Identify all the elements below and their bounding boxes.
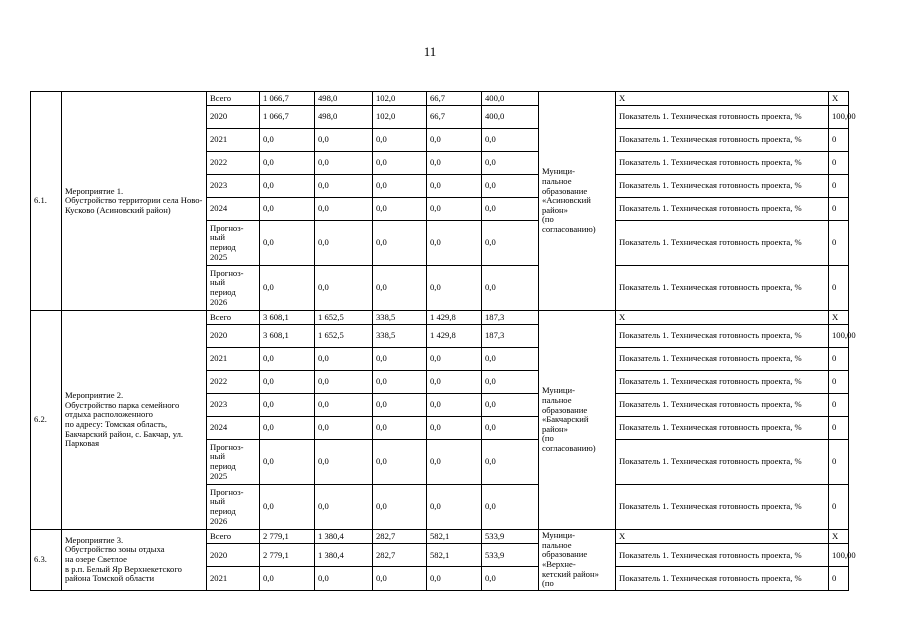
funding-value-2: 0,0 xyxy=(315,152,373,175)
target-value-cell: 0 xyxy=(829,198,849,221)
funding-value-1: 1 066,7 xyxy=(260,106,315,129)
responsible-executor: Муници- пальное образование «Верхне- кетский район» (по xyxy=(539,530,616,591)
indicator-cell: Показатель 1. Техническая готовность проекта, % xyxy=(616,325,829,348)
indicator-cell: Показатель 1. Техническая готовность проекта, % xyxy=(616,544,829,567)
funding-value-2: 0,0 xyxy=(315,129,373,152)
funding-value-2: 498,0 xyxy=(315,106,373,129)
period-cell: 2023 xyxy=(207,394,260,417)
indicator-cell: Показатель 1. Техническая готовность проекта, % xyxy=(616,221,829,266)
funding-value-1: 0,0 xyxy=(260,129,315,152)
funding-value-5: 0,0 xyxy=(482,440,539,485)
target-value-cell: 100,00 xyxy=(829,106,849,129)
funding-value-1: 1 066,7 xyxy=(260,92,315,106)
funding-value-2: 0,0 xyxy=(315,198,373,221)
funding-value-1: 0,0 xyxy=(260,567,315,590)
funding-value-5: 0,0 xyxy=(482,371,539,394)
funding-value-2: 0,0 xyxy=(315,175,373,198)
funding-value-4: 0,0 xyxy=(427,394,482,417)
indicator-cell: Показатель 1. Техническая готовность проекта, % xyxy=(616,198,829,221)
funding-value-2: 0,0 xyxy=(315,394,373,417)
funding-value-3: 0,0 xyxy=(373,567,427,590)
indicator-cell: Показатель 1. Техническая готовность проекта, % xyxy=(616,371,829,394)
period-cell: Прогноз- ный период 2026 xyxy=(207,485,260,530)
funding-value-2: 0,0 xyxy=(315,348,373,371)
funding-value-3: 0,0 xyxy=(373,266,427,311)
funding-value-3: 0,0 xyxy=(373,417,427,440)
funding-value-5: 0,0 xyxy=(482,485,539,530)
funding-value-3: 0,0 xyxy=(373,348,427,371)
indicator-cell: Показатель 1. Техническая готовность проекта, % xyxy=(616,485,829,530)
period-cell: Прогноз- ный период 2025 xyxy=(207,221,260,266)
activity-description: Мероприятие 2. Обустройство парка семейного отдыха расположенного по адресу: Томская область, Бакчарский район, с. Бакчар, ул. Парковая xyxy=(62,311,207,530)
funding-value-4: 0,0 xyxy=(427,152,482,175)
funding-value-4: 0,0 xyxy=(427,567,482,590)
indicator-cell: Показатель 1. Техническая готовность проекта, % xyxy=(616,440,829,485)
funding-value-2: 498,0 xyxy=(315,92,373,106)
page-number: 11 xyxy=(423,44,437,59)
funding-value-1: 0,0 xyxy=(260,348,315,371)
funding-value-1: 0,0 xyxy=(260,371,315,394)
funding-value-3: 0,0 xyxy=(373,221,427,266)
funding-value-5: 187,3 xyxy=(482,311,539,325)
target-value-cell: 0 xyxy=(829,129,849,152)
funding-value-1: 3 608,1 xyxy=(260,325,315,348)
target-value-cell: 100,00 xyxy=(829,544,849,567)
table-row xyxy=(31,311,849,325)
indicator-cell: Х xyxy=(616,92,829,106)
funding-value-3: 282,7 xyxy=(373,544,427,567)
indicator-cell: Показатель 1. Техническая готовность проекта, % xyxy=(616,152,829,175)
indicator-cell: Показатель 1. Техническая готовность проекта, % xyxy=(616,417,829,440)
funding-value-5: 533,9 xyxy=(482,530,539,544)
funding-value-5: 0,0 xyxy=(482,198,539,221)
funding-value-4: 582,1 xyxy=(427,544,482,567)
funding-value-4: 0,0 xyxy=(427,198,482,221)
indicator-cell: Показатель 1. Техническая готовность проекта, % xyxy=(616,175,829,198)
funding-value-3: 338,5 xyxy=(373,325,427,348)
target-value-cell: 100,00 xyxy=(829,325,849,348)
funding-value-5: 187,3 xyxy=(482,325,539,348)
activity-number: 6.1. xyxy=(31,92,62,311)
period-cell: 2024 xyxy=(207,417,260,440)
indicator-cell: Показатель 1. Техническая готовность проекта, % xyxy=(616,106,829,129)
funding-value-1: 2 779,1 xyxy=(260,530,315,544)
indicator-cell: Х xyxy=(616,311,829,325)
funding-value-3: 0,0 xyxy=(373,129,427,152)
indicator-cell: Показатель 1. Техническая готовность проекта, % xyxy=(616,266,829,311)
target-value-cell: 0 xyxy=(829,152,849,175)
indicator-cell: Показатель 1. Техническая готовность проекта, % xyxy=(616,567,829,590)
funding-value-2: 0,0 xyxy=(315,567,373,590)
funding-value-3: 0,0 xyxy=(373,198,427,221)
period-cell: 2021 xyxy=(207,348,260,371)
funding-value-4: 0,0 xyxy=(427,348,482,371)
target-value-cell: Х xyxy=(829,92,849,106)
funding-value-5: 400,0 xyxy=(482,92,539,106)
funding-value-1: 0,0 xyxy=(260,266,315,311)
funding-value-1: 0,0 xyxy=(260,485,315,530)
funding-value-4: 0,0 xyxy=(427,221,482,266)
funding-value-3: 0,0 xyxy=(373,485,427,530)
funding-value-2: 1 652,5 xyxy=(315,325,373,348)
target-value-cell: 0 xyxy=(829,417,849,440)
target-value-cell: 0 xyxy=(829,485,849,530)
funding-value-1: 3 608,1 xyxy=(260,311,315,325)
period-cell: 2022 xyxy=(207,152,260,175)
funding-value-3: 338,5 xyxy=(373,311,427,325)
activity-number: 6.3. xyxy=(31,530,62,591)
responsible-executor: Муници- пальное образование «Бакчарский район» (по согласованию) xyxy=(539,311,616,530)
funding-value-1: 0,0 xyxy=(260,221,315,266)
activity-description: Мероприятие 3. Обустройство зоны отдыха на озере Светлое в р.п. Белый Яр Верхнекетского района Томской области xyxy=(62,530,207,591)
funding-value-5: 533,9 xyxy=(482,544,539,567)
funding-value-3: 0,0 xyxy=(373,440,427,485)
funding-value-1: 2 779,1 xyxy=(260,544,315,567)
funding-value-4: 0,0 xyxy=(427,440,482,485)
responsible-executor: Муници- пальное образование «Асиновский район» (по согласованию) xyxy=(539,92,616,311)
period-cell: Прогноз- ный период 2026 xyxy=(207,266,260,311)
funding-value-4: 1 429,8 xyxy=(427,311,482,325)
funding-value-4: 582,1 xyxy=(427,530,482,544)
funding-value-5: 0,0 xyxy=(482,567,539,590)
funding-value-3: 0,0 xyxy=(373,175,427,198)
target-value-cell: 0 xyxy=(829,266,849,311)
funding-value-2: 1 380,4 xyxy=(315,530,373,544)
funding-value-4: 0,0 xyxy=(427,417,482,440)
funding-value-3: 0,0 xyxy=(373,371,427,394)
target-value-cell: 0 xyxy=(829,440,849,485)
period-cell: Всего xyxy=(207,311,260,325)
funding-value-4: 66,7 xyxy=(427,92,482,106)
funding-value-4: 0,0 xyxy=(427,371,482,394)
target-value-cell: 0 xyxy=(829,394,849,417)
funding-value-4: 0,0 xyxy=(427,129,482,152)
indicator-cell: Х xyxy=(616,530,829,544)
funding-value-2: 0,0 xyxy=(315,371,373,394)
target-value-cell: 0 xyxy=(829,348,849,371)
funding-value-5: 0,0 xyxy=(482,417,539,440)
table-row xyxy=(31,530,849,544)
funding-value-2: 1 380,4 xyxy=(315,544,373,567)
funding-value-2: 0,0 xyxy=(315,266,373,311)
funding-value-4: 0,0 xyxy=(427,485,482,530)
period-cell: 2022 xyxy=(207,371,260,394)
program-activities-table xyxy=(30,91,856,591)
period-cell: Всего xyxy=(207,530,260,544)
funding-value-5: 0,0 xyxy=(482,394,539,417)
funding-value-3: 102,0 xyxy=(373,92,427,106)
target-value-cell: Х xyxy=(829,530,849,544)
target-value-cell: 0 xyxy=(829,221,849,266)
period-cell: 2023 xyxy=(207,175,260,198)
funding-value-4: 0,0 xyxy=(427,266,482,311)
indicator-cell: Показатель 1. Техническая готовность проекта, % xyxy=(616,394,829,417)
funding-value-3: 0,0 xyxy=(373,152,427,175)
period-cell: Прогноз- ный период 2025 xyxy=(207,440,260,485)
funding-value-5: 0,0 xyxy=(482,152,539,175)
indicator-cell: Показатель 1. Техническая готовность проекта, % xyxy=(616,129,829,152)
funding-value-2: 0,0 xyxy=(315,221,373,266)
period-cell: 2020 xyxy=(207,325,260,348)
target-value-cell: Х xyxy=(829,311,849,325)
funding-value-1: 0,0 xyxy=(260,198,315,221)
period-cell: 2021 xyxy=(207,129,260,152)
funding-value-3: 102,0 xyxy=(373,106,427,129)
funding-value-5: 0,0 xyxy=(482,129,539,152)
funding-value-5: 0,0 xyxy=(482,175,539,198)
funding-value-5: 0,0 xyxy=(482,266,539,311)
period-cell: 2024 xyxy=(207,198,260,221)
funding-value-4: 66,7 xyxy=(427,106,482,129)
table-row xyxy=(31,92,849,106)
funding-value-1: 0,0 xyxy=(260,417,315,440)
funding-value-5: 400,0 xyxy=(482,106,539,129)
funding-value-3: 282,7 xyxy=(373,530,427,544)
activity-number: 6.2. xyxy=(31,311,62,530)
funding-value-4: 0,0 xyxy=(427,175,482,198)
period-cell: 2020 xyxy=(207,544,260,567)
period-cell: 2020 xyxy=(207,106,260,129)
activity-description: Мероприятие 1. Обустройство территории села Ново-Кусково (Асиновский район) xyxy=(62,92,207,311)
funding-value-2: 0,0 xyxy=(315,417,373,440)
target-value-cell: 0 xyxy=(829,175,849,198)
funding-value-1: 0,0 xyxy=(260,440,315,485)
funding-value-2: 0,0 xyxy=(315,440,373,485)
funding-value-5: 0,0 xyxy=(482,348,539,371)
target-value-cell: 0 xyxy=(829,567,849,590)
funding-value-2: 0,0 xyxy=(315,485,373,530)
funding-value-2: 1 652,5 xyxy=(315,311,373,325)
target-value-cell: 0 xyxy=(829,371,849,394)
table-body xyxy=(31,92,856,591)
indicator-cell: Показатель 1. Техническая готовность проекта, % xyxy=(616,348,829,371)
funding-value-1: 0,0 xyxy=(260,175,315,198)
funding-value-1: 0,0 xyxy=(260,152,315,175)
funding-value-3: 0,0 xyxy=(373,394,427,417)
funding-value-1: 0,0 xyxy=(260,394,315,417)
funding-value-5: 0,0 xyxy=(482,221,539,266)
funding-value-4: 1 429,8 xyxy=(427,325,482,348)
period-cell: Всего xyxy=(207,92,260,106)
period-cell: 2021 xyxy=(207,567,260,590)
